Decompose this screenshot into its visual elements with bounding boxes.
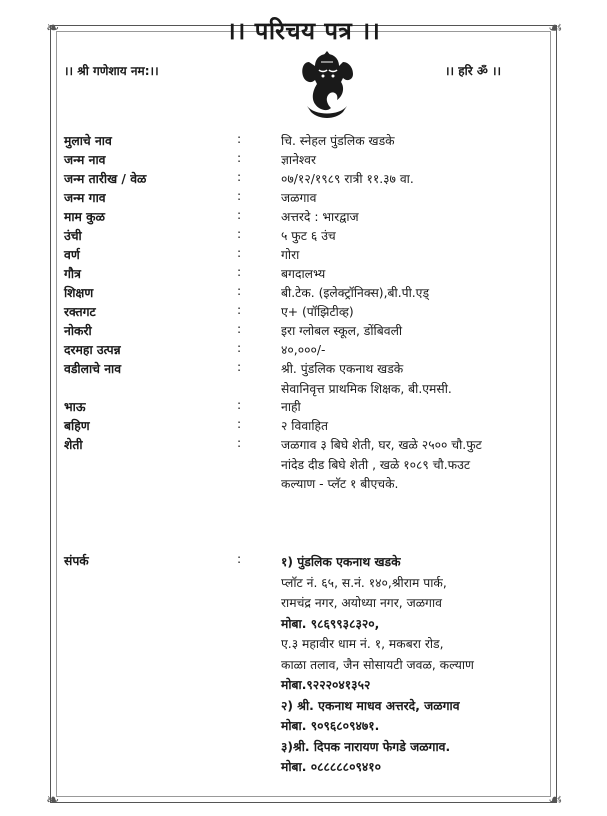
detail-value-line: गोरा: [281, 248, 300, 262]
detail-separator: :: [237, 322, 242, 336]
corner-ornament-top-right: ☙: [548, 18, 563, 37]
contact-line: मोबा. ९०९६८०९४७१.: [281, 719, 380, 733]
detail-row: [64, 265, 554, 285]
detail-value-line: जळगाव: [281, 191, 317, 205]
detail-separator: :: [237, 132, 242, 146]
detail-label: रक्तगट: [64, 305, 96, 319]
detail-separator: :: [237, 417, 242, 431]
detail-value: [281, 189, 554, 209]
invocation-left: ।। श्री गणेशाय नम:।।: [64, 64, 159, 78]
detail-separator: :: [237, 303, 242, 317]
detail-value-line: श्री. पुंडलिक एकनाथ खडके: [281, 362, 404, 376]
detail-value-line: इरा ग्लोबल स्कूल, डोंबिवली: [281, 324, 403, 338]
detail-value: [281, 284, 554, 304]
detail-value-line: जळगाव ३ बिघे शेती, घर, खळे २५०० चौ.फुट: [281, 438, 482, 452]
detail-value-line: बी.टेक. (इलेक्ट्रॉनिक्स),बी.पी.एड्: [281, 286, 430, 300]
detail-value: [281, 246, 554, 266]
detail-separator: :: [237, 227, 242, 241]
detail-row: [64, 341, 554, 361]
ganesh-icon: [297, 50, 357, 120]
detail-value: [281, 436, 554, 495]
detail-value-line: ज्ञानेश्वर: [281, 153, 316, 167]
detail-label: वर्ण: [64, 248, 80, 262]
detail-label: माम कुळ: [64, 210, 105, 224]
detail-label: बहिण: [64, 419, 90, 433]
detail-row: [64, 284, 554, 304]
detail-value: [281, 322, 554, 342]
detail-value: [281, 341, 554, 361]
detail-row: [64, 151, 554, 171]
detail-label: शिक्षण: [64, 286, 94, 300]
detail-separator: :: [237, 151, 242, 165]
detail-value: [281, 398, 554, 418]
detail-value-line: बगदालभ्य: [281, 267, 326, 281]
detail-row: [64, 436, 554, 495]
detail-value-line: अत्तरदे : भारद्वाज: [281, 210, 359, 224]
detail-row: [64, 360, 554, 399]
contact-line: मोबा. ९८६९९३८३२०,: [281, 616, 380, 631]
detail-separator: :: [237, 436, 242, 450]
contact-line: प्लॉट नं. ६५, स.नं. १४०,श्रीराम पार्क,: [281, 575, 447, 590]
detail-label: उंची: [64, 229, 82, 243]
detail-value-line: ०७/१२/१९८९ रात्री ११.३७ वा.: [281, 172, 414, 186]
detail-separator: :: [237, 208, 242, 222]
detail-label: भाऊ: [64, 400, 86, 414]
detail-separator: :: [237, 341, 242, 355]
detail-separator: :: [237, 360, 242, 374]
detail-value-line: ५ फुट ६ उंच: [281, 229, 336, 243]
detail-value: [281, 303, 554, 323]
detail-separator: :: [237, 189, 242, 203]
detail-value: [281, 151, 554, 171]
detail-separator: :: [237, 284, 242, 298]
detail-value-line: ४०,०००/-: [281, 343, 326, 357]
detail-separator: :: [237, 246, 242, 260]
detail-value-line: नाही: [281, 400, 301, 414]
contact-details: [281, 552, 554, 778]
detail-row: [64, 189, 554, 209]
detail-row: [64, 322, 554, 342]
invocation-right: ।। हरि ॐ ।।: [445, 64, 502, 78]
detail-label: मुलाचे नाव: [64, 134, 112, 148]
detail-value: [281, 132, 554, 152]
detail-value-line: सेवानिवृत्त प्राथमिक शिक्षक, बी.एमसी.: [281, 381, 452, 396]
contact-label: संपर्क: [64, 554, 89, 568]
detail-label: जन्म तारीख / वेळ: [64, 172, 147, 186]
detail-row: [64, 227, 554, 247]
detail-value: [281, 208, 554, 228]
detail-value: [281, 265, 554, 285]
contact-line: ए.३ महावीर धाम नं. १, मकबरा रोड,: [281, 637, 444, 651]
corner-ornament-top-left: ❧: [46, 18, 60, 37]
detail-value-line: २ विवाहित: [281, 419, 329, 433]
detail-separator: :: [237, 398, 242, 412]
detail-label: शेती: [64, 438, 83, 452]
detail-separator: :: [237, 170, 242, 184]
contact-line: काळा तलाव, जैन सोसायटी जवळ, कल्याण: [281, 657, 474, 672]
detail-label: दरमहा उत्पन्न: [64, 343, 121, 357]
contact-line: रामचंद्र नगर, अयोध्या नगर, जळगाव: [281, 596, 442, 610]
detail-row: [64, 246, 554, 266]
detail-separator: :: [237, 265, 242, 279]
detail-label: जन्म नाव: [64, 153, 106, 167]
contact-line: मोबा. ०८८८८८०९४१०: [281, 760, 382, 774]
detail-value: [281, 360, 554, 399]
detail-label: नोकरी: [64, 324, 92, 338]
contact-line: मोबा.९२२२०४१३५२: [281, 678, 371, 692]
detail-value: [281, 417, 554, 437]
contact-separator: :: [237, 552, 242, 566]
detail-row: [64, 303, 554, 323]
contact-row: [64, 552, 554, 778]
detail-label: जन्म गाव: [64, 191, 106, 205]
page-title: ।। परिचय पत्र ।।: [226, 16, 381, 45]
detail-value: [281, 170, 554, 190]
detail-value-line: ए+ (पॉझिटीव्ह): [281, 305, 354, 319]
detail-row: [64, 170, 554, 190]
contact-line: ३)श्री. दिपक नारायण फेगडे जळगाव.: [281, 739, 451, 754]
detail-value-line: चि. स्नेहल पुंडलिक खडके: [281, 134, 395, 148]
contact-line: २) श्री. एकनाथ माधव अत्तरदे, जळगाव: [281, 698, 460, 713]
detail-row: [64, 132, 554, 152]
corner-ornament-bottom-right: ☙: [548, 790, 563, 809]
detail-row: [64, 398, 554, 418]
detail-value: [281, 227, 554, 247]
detail-row: [64, 417, 554, 437]
corner-ornament-bottom-left: ❧: [46, 790, 60, 809]
detail-value-line: कल्याण - प्लॅट १ बीएचके.: [281, 477, 399, 491]
detail-label: वडीलाचे नाव: [64, 362, 122, 376]
detail-value-line: नांदेड दीड बिघे शेती , खळे १०८९ चौ.फउट: [281, 457, 471, 472]
detail-label: गौत्र: [64, 267, 81, 281]
contact-line: १) पुंडलिक एकनाथ खडके: [281, 555, 401, 569]
detail-row: [64, 208, 554, 228]
